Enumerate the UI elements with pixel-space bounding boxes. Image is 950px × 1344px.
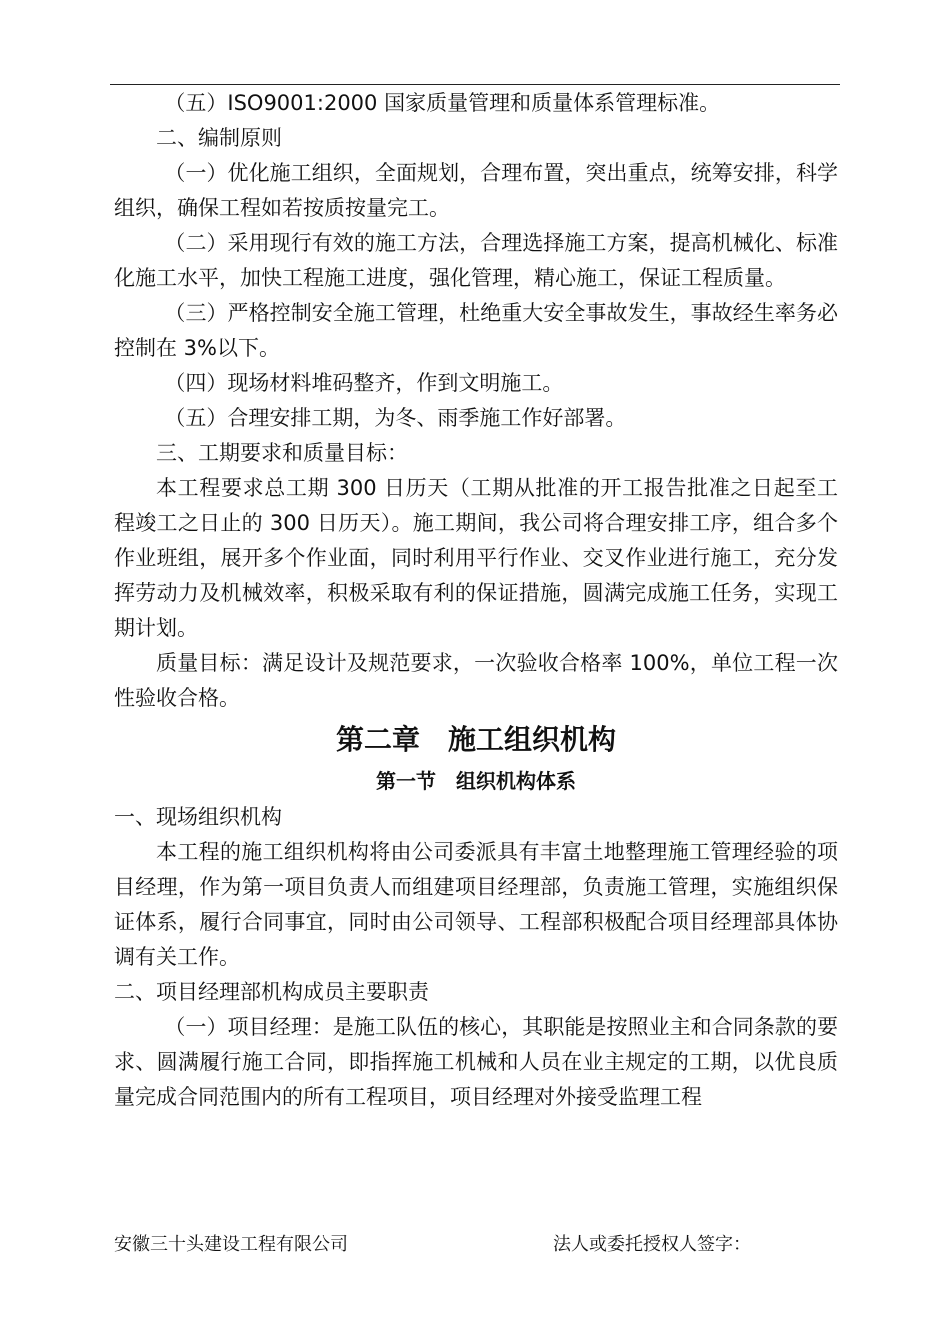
paragraph-principle-4: （四）现场材料堆码整齐，作到文明施工。 <box>164 371 564 395</box>
section-title: 第一节 组织机构体系 <box>376 769 576 793</box>
paragraph-project-manager: （一）项目经理：是施工队伍的核心，其职能是按照业主和合同条款的要求、圆满履行施工合同，即指挥施工机械和人员在业主规定的工期，以优良质量完成合同范围内的所有工程项目，项目经理对外接受监理工程 <box>114 1015 838 1109</box>
paragraph-principle-3: （三）严格控制安全施工管理，杜绝重大安全事故发生，事故经生率务必控制在 3%以下。 <box>114 301 838 360</box>
paragraph-principle-2: （二）采用现行有效的施工方法，合理选择施工方案，提高机械化、标准化施工水平，加快工程施工进度，强化管理，精心施工，保证工程质量。 <box>114 231 838 290</box>
footer-signature-label: 法人或委托授权人签字： <box>553 1234 751 1255</box>
paragraph-principle-1: （一）优化施工组织，全面规划，合理布置，突出重点，统筹安排，科学组织，确保工程如若按质按量完工。 <box>114 161 838 220</box>
heading-site-organization: 一、现场组织机构 <box>114 805 282 829</box>
header-rule <box>110 84 840 85</box>
heading-schedule-quality: 三、工期要求和质量目标： <box>156 441 408 465</box>
paragraph-schedule: 本工程要求总工期 300 日历天（工期从批准的开工报告批准之日起至工程竣工之日止的 300 日历天）。施工期间，我公司将合理安排工序，组合多个作业班组，展开多个作业面，同时利用平行作业、交叉作业进行施工，充分发挥劳动力及机械效率，积极采取有利的保证措施，圆满完成施工任务，实现工期计划。 <box>114 476 838 640</box>
paragraph-standard-iso: （五）ISO9001:2000 国家质量管理和质量体系管理标准。 <box>164 91 721 115</box>
heading-member-duties: 二、项目经理部机构成员主要职责 <box>114 980 429 1004</box>
document-body <box>114 86 838 1115</box>
heading-compilation-principles: 二、编制原则 <box>156 126 282 150</box>
paragraph-principle-5: （五）合理安排工期，为冬、雨季施工作好部署。 <box>164 406 627 430</box>
paragraph-quality-target: 质量目标：满足设计及规范要求，一次验收合格率 100%，单位工程一次性验收合格。 <box>114 651 838 710</box>
chapter-title: 第二章 施工组织机构 <box>335 723 616 756</box>
footer-company: 安徽三十头建设工程有限公司 <box>114 1234 348 1255</box>
paragraph-site-organization: 本工程的施工组织机构将由公司委派具有丰富土地整理施工管理经验的项目经理，作为第一项目负责人而组建项目经理部，负责施工管理，实施组织保证体系，履行合同事宜，同时由公司领导、工程部积极配合项目经理部具体协调有关工作。 <box>114 840 838 969</box>
